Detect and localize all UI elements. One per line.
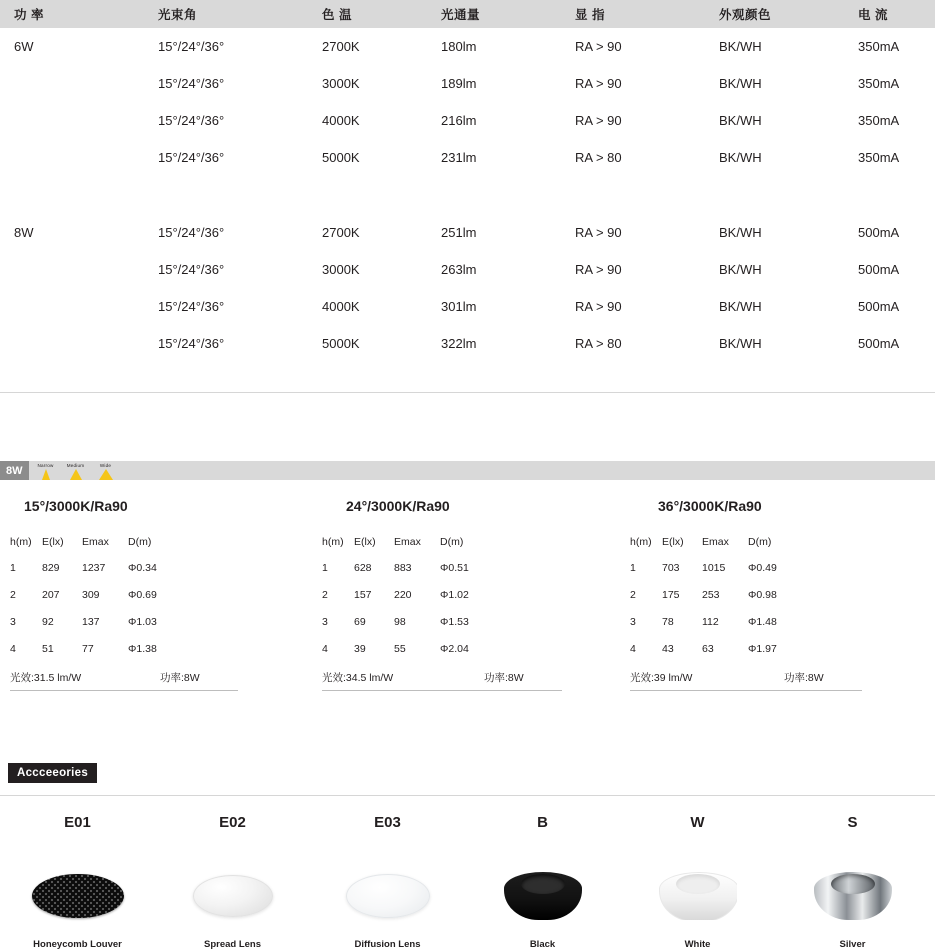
- ph-header-diameter: D(m): [440, 536, 464, 548]
- ph-cell-emax: 112: [702, 616, 719, 628]
- accessory-item-e01[interactable]: [0, 814, 155, 950]
- cone-inner: [831, 874, 875, 894]
- beam-narrow-icon: [35, 463, 57, 480]
- beam-medium-icon: [65, 463, 87, 480]
- ph-cell-emax: 253: [702, 589, 720, 601]
- photometry-table-head: [630, 536, 808, 562]
- cell-current: 350mA: [858, 76, 900, 91]
- ph-header-height: h(m): [630, 536, 652, 548]
- cell-flux: 251lm: [441, 225, 477, 240]
- table-row: [0, 28, 935, 65]
- spec-header-color: 外观颜色: [715, 0, 854, 28]
- ph-cell-height: 2: [10, 589, 16, 601]
- cell-beam: 15°/24°/36°: [158, 150, 225, 165]
- table-row: [630, 616, 808, 643]
- table-row: [630, 562, 808, 589]
- ph-cell-e: 628: [354, 562, 372, 574]
- cell-flux: 322lm: [441, 336, 477, 351]
- beam-icon-group: [29, 461, 117, 480]
- cell-power: [0, 139, 144, 176]
- photometry-footer: [322, 670, 562, 691]
- cell-power: [0, 251, 144, 288]
- photometry-table: [630, 536, 808, 670]
- ph-header-height: h(m): [322, 536, 344, 548]
- ph-cell-diameter: Φ0.69: [128, 589, 157, 601]
- photometry-header-row: [322, 536, 500, 562]
- photometry-title: 15°/3000K/Ra90: [24, 498, 128, 514]
- ph-cell-height: 4: [322, 643, 328, 655]
- ph-header-e: E(lx): [354, 536, 376, 548]
- ph-header-e: E(lx): [42, 536, 64, 548]
- black-cone-art: [465, 867, 620, 925]
- ph-cell-e: 829: [42, 562, 60, 574]
- ph-cell-e: 92: [42, 616, 54, 628]
- table-row: [322, 616, 500, 643]
- cell-cct: 4000K: [322, 113, 360, 128]
- ph-header-emax: Emax: [702, 536, 729, 548]
- table-row: [0, 288, 935, 325]
- accessory-code: E02: [219, 814, 246, 831]
- photometry-footer: [10, 670, 238, 691]
- photometry-table: [322, 536, 500, 670]
- ph-cell-height: 1: [630, 562, 636, 574]
- photometry-column-24deg: [316, 498, 616, 691]
- cell-beam: 15°/24°/36°: [158, 76, 225, 91]
- table-row: [322, 643, 500, 670]
- photometry-power: 功率:8W: [160, 672, 200, 684]
- ph-cell-height: 4: [10, 643, 16, 655]
- accessory-name: Silver: [839, 939, 866, 950]
- beam-medium-glyph: [70, 469, 82, 480]
- honeycomb-louver-icon: [32, 874, 124, 918]
- spread-lens-icon: [193, 875, 273, 917]
- ph-cell-emax: 77: [82, 643, 94, 655]
- spec-table-bottom-divider: [0, 392, 935, 393]
- ph-cell-diameter: Φ1.03: [128, 616, 157, 628]
- ph-cell-emax: 1237: [82, 562, 106, 574]
- cell-cri: RA > 90: [575, 76, 622, 91]
- photometry-title: 24°/3000K/Ra90: [346, 498, 450, 514]
- accessory-name: Diffusion Lens: [354, 939, 421, 950]
- ph-cell-emax: 137: [82, 616, 100, 628]
- ph-header-diameter: D(m): [748, 536, 772, 548]
- photometry-table-body: [630, 562, 808, 670]
- beam-wide-glyph: [99, 469, 113, 480]
- accessory-code: S: [847, 814, 858, 831]
- ph-cell-e: 207: [42, 589, 60, 601]
- cell-beam: 15°/24°/36°: [158, 336, 225, 351]
- table-row: [0, 102, 935, 139]
- ph-cell-height: 2: [630, 589, 636, 601]
- ph-header-diameter: D(m): [128, 536, 152, 548]
- cell-beam: 15°/24°/36°: [158, 225, 225, 240]
- cell-power: 6W: [14, 39, 34, 54]
- photometry-efficacy: 光效:39 lm/W: [630, 672, 693, 684]
- photometry-table: [10, 536, 188, 670]
- photometry-power-tag: 8W: [0, 461, 29, 480]
- accessory-item-e02[interactable]: [155, 814, 310, 950]
- table-row: [630, 589, 808, 616]
- spec-table-body: [0, 28, 935, 362]
- photometry-column-36deg: [624, 498, 924, 691]
- ph-cell-e: 157: [354, 589, 372, 601]
- diffusion-lens-icon: [346, 874, 430, 918]
- cell-beam: 15°/24°/36°: [158, 113, 225, 128]
- accessory-code: E01: [64, 814, 91, 831]
- ph-cell-emax: 63: [702, 643, 714, 655]
- photometry-table-head: [322, 536, 500, 562]
- accessory-item-e03[interactable]: [310, 814, 465, 950]
- ph-cell-diameter: Φ0.49: [748, 562, 777, 574]
- spec-header-row: [0, 0, 935, 28]
- ph-cell-diameter: Φ2.04: [440, 643, 469, 655]
- accessory-name: White: [684, 939, 711, 950]
- spec-header-flux: 光通量: [437, 0, 571, 28]
- beam-narrow-label: Narrow: [37, 463, 54, 468]
- cell-current: 350mA: [858, 39, 900, 54]
- accessories-title: Accceeories: [8, 763, 97, 783]
- cell-cct: 5000K: [322, 336, 360, 351]
- diffusion-lens-art: [310, 867, 465, 925]
- group-spacer-cell: [0, 176, 935, 214]
- photometry-efficacy: 光效:31.5 lm/W: [10, 672, 82, 684]
- cell-cct: 2700K: [322, 39, 360, 54]
- cell-color: BK/WH: [719, 39, 762, 54]
- ph-cell-diameter: Φ1.97: [748, 643, 777, 655]
- accessories-section: [0, 763, 935, 950]
- cell-flux: 231lm: [441, 150, 477, 165]
- ph-cell-diameter: Φ1.48: [748, 616, 777, 628]
- photometry-efficacy: 光效:34.5 lm/W: [322, 672, 394, 684]
- spec-header-current: 电 流: [854, 0, 935, 28]
- cell-flux: 216lm: [441, 113, 477, 128]
- spec-header-cct: 色 温: [318, 0, 437, 28]
- ph-cell-e: 43: [662, 643, 674, 655]
- white-cone-art: [620, 867, 775, 925]
- photometry-header-row: [10, 536, 188, 562]
- beam-medium-label: Medium: [66, 463, 85, 468]
- table-row: [0, 214, 935, 251]
- cell-cri: RA > 90: [575, 39, 622, 54]
- ph-cell-diameter: Φ0.34: [128, 562, 157, 574]
- photometry-section: [0, 461, 935, 691]
- table-row: [0, 325, 935, 362]
- accessories-divider: [0, 795, 935, 796]
- cell-color: BK/WH: [719, 150, 762, 165]
- ph-cell-e: 39: [354, 643, 366, 655]
- ph-cell-height: 3: [630, 616, 636, 628]
- cell-cct: 2700K: [322, 225, 360, 240]
- cell-current: 500mA: [858, 262, 900, 277]
- cell-beam: 15°/24°/36°: [158, 299, 225, 314]
- accessory-item-white[interactable]: [620, 814, 775, 950]
- beam-narrow-glyph: [42, 469, 50, 480]
- accessory-name: Honeycomb Louver: [33, 939, 122, 950]
- photometry-columns: [0, 498, 935, 691]
- ph-cell-diameter: Φ1.02: [440, 589, 469, 601]
- cell-color: BK/WH: [719, 113, 762, 128]
- table-row: [10, 589, 188, 616]
- cell-power: [0, 288, 144, 325]
- photometry-table-head: [10, 536, 188, 562]
- ph-header-emax: Emax: [394, 536, 421, 548]
- photometry-power: 功率:8W: [484, 672, 524, 684]
- spec-header-beam: 光束角: [144, 0, 318, 28]
- cell-beam: 15°/24°/36°: [158, 262, 225, 277]
- cell-current: 500mA: [858, 299, 900, 314]
- cell-color: BK/WH: [719, 299, 762, 314]
- cell-cri: RA > 80: [575, 150, 622, 165]
- ph-cell-height: 3: [10, 616, 16, 628]
- ph-cell-height: 1: [322, 562, 328, 574]
- honeycomb-louver-art: [0, 867, 155, 925]
- table-row: [322, 562, 500, 589]
- ph-cell-height: 3: [322, 616, 328, 628]
- spec-table-header: [0, 0, 935, 28]
- accessories-grid: [0, 814, 935, 950]
- ph-cell-height: 2: [322, 589, 328, 601]
- table-row: [322, 589, 500, 616]
- white-reflector-icon: [659, 872, 737, 920]
- cell-cct: 5000K: [322, 150, 360, 165]
- accessory-code: W: [690, 814, 705, 831]
- cell-color: BK/WH: [719, 336, 762, 351]
- beam-wide-icon: [95, 463, 117, 480]
- specification-table: [0, 0, 935, 362]
- ph-cell-emax: 98: [394, 616, 406, 628]
- table-row: [0, 251, 935, 288]
- accessory-name: Black: [529, 939, 556, 950]
- cell-flux: 189lm: [441, 76, 477, 91]
- photometry-header-row: [630, 536, 808, 562]
- cell-power: [0, 325, 144, 362]
- cell-flux: 301lm: [441, 299, 477, 314]
- accessory-item-silver[interactable]: [775, 814, 930, 950]
- ph-cell-e: 175: [662, 589, 680, 601]
- ph-cell-height: 1: [10, 562, 16, 574]
- photometry-table-body: [322, 562, 500, 670]
- cell-cct: 3000K: [322, 76, 360, 91]
- cell-cct: 3000K: [322, 262, 360, 277]
- cone-inner: [521, 874, 565, 894]
- ph-cell-emax: 220: [394, 589, 412, 601]
- cell-color: BK/WH: [719, 262, 762, 277]
- spread-lens-art: [155, 867, 310, 925]
- ph-cell-emax: 1015: [702, 562, 726, 574]
- ph-cell-diameter: Φ1.53: [440, 616, 469, 628]
- cell-power: 8W: [14, 225, 34, 240]
- table-row: [10, 643, 188, 670]
- ph-header-emax: Emax: [82, 536, 109, 548]
- group-spacer-row: [0, 176, 935, 214]
- table-row: [10, 562, 188, 589]
- beam-wide-label: Wide: [99, 463, 112, 468]
- table-row: [0, 139, 935, 176]
- cell-cri: RA > 90: [575, 113, 622, 128]
- cell-current: 350mA: [858, 113, 900, 128]
- ph-cell-e: 69: [354, 616, 366, 628]
- ph-cell-diameter: Φ1.38: [128, 643, 157, 655]
- table-row: [630, 643, 808, 670]
- photometry-footer: [630, 670, 862, 691]
- accessory-code: B: [537, 814, 548, 831]
- ph-cell-e: 78: [662, 616, 674, 628]
- cell-color: BK/WH: [719, 225, 762, 240]
- cell-current: 500mA: [858, 225, 900, 240]
- accessory-item-black[interactable]: [465, 814, 620, 950]
- ph-cell-e: 51: [42, 643, 54, 655]
- photometry-header-bar: [0, 461, 935, 480]
- ph-cell-e: 703: [662, 562, 680, 574]
- ph-header-height: h(m): [10, 536, 32, 548]
- ph-header-e: E(lx): [662, 536, 684, 548]
- silver-cone-art: [775, 867, 930, 925]
- cell-power: [0, 102, 144, 139]
- cell-flux: 180lm: [441, 39, 477, 54]
- ph-cell-emax: 883: [394, 562, 412, 574]
- cell-power: [0, 65, 144, 102]
- table-row: [10, 616, 188, 643]
- spec-header-power: 功 率: [0, 0, 144, 28]
- cell-cri: RA > 90: [575, 225, 622, 240]
- ph-cell-diameter: Φ0.98: [748, 589, 777, 601]
- cell-cct: 4000K: [322, 299, 360, 314]
- photometry-table-body: [10, 562, 188, 670]
- spec-header-cri: 显 指: [571, 0, 715, 28]
- photometry-power: 功率:8W: [784, 672, 824, 684]
- ph-cell-emax: 309: [82, 589, 100, 601]
- cell-cri: RA > 90: [575, 262, 622, 277]
- cell-current: 500mA: [858, 336, 900, 351]
- accessory-code: E03: [374, 814, 401, 831]
- cell-flux: 263lm: [441, 262, 477, 277]
- black-reflector-icon: [504, 872, 582, 920]
- cell-beam: 15°/24°/36°: [158, 39, 225, 54]
- photometry-column-15deg: [8, 498, 308, 691]
- ph-cell-emax: 55: [394, 643, 406, 655]
- photometry-title: 36°/3000K/Ra90: [658, 498, 762, 514]
- cell-cri: RA > 90: [575, 299, 622, 314]
- silver-reflector-icon: [814, 872, 892, 920]
- cell-current: 350mA: [858, 150, 900, 165]
- ph-cell-height: 4: [630, 643, 636, 655]
- ph-cell-diameter: Φ0.51: [440, 562, 469, 574]
- table-row: [0, 65, 935, 102]
- cone-inner: [676, 874, 720, 894]
- cell-cri: RA > 80: [575, 336, 622, 351]
- cell-color: BK/WH: [719, 76, 762, 91]
- accessory-name: Spread Lens: [203, 939, 262, 950]
